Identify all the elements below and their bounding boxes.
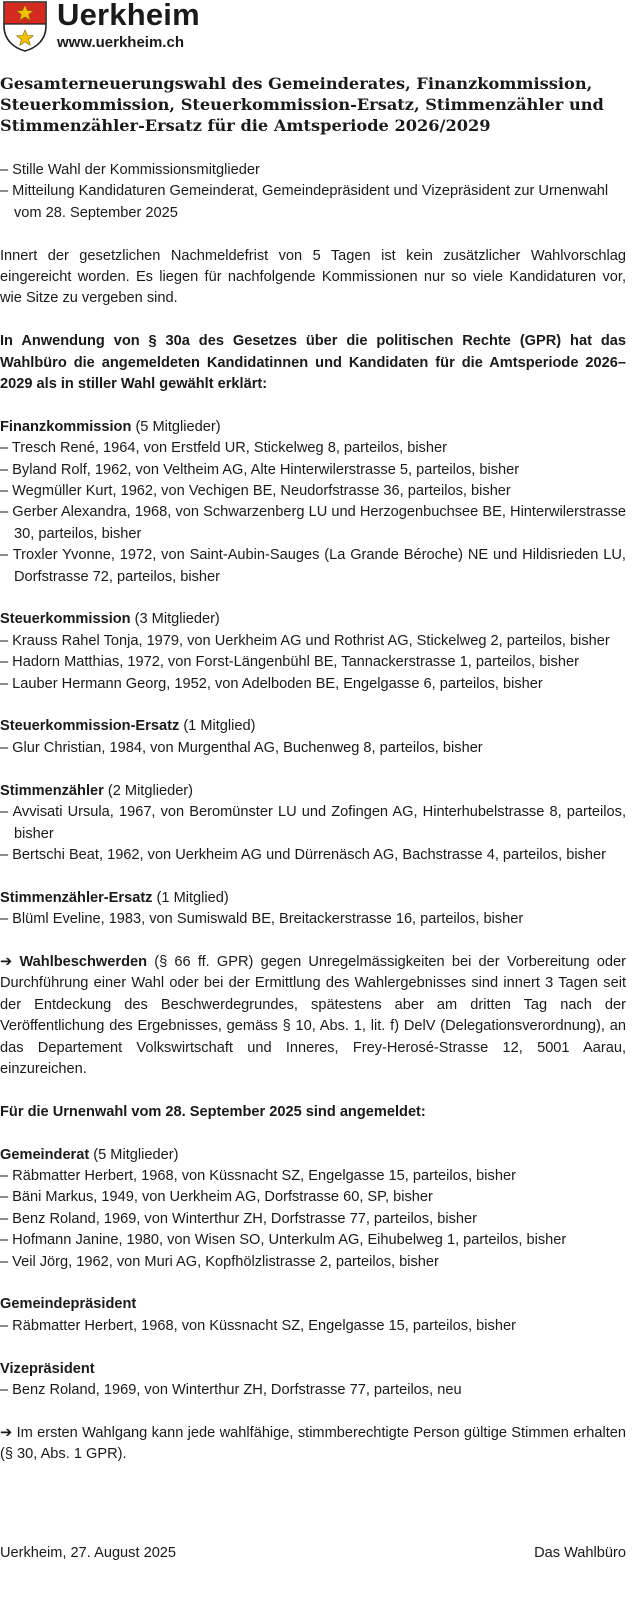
group-heading — [0, 609, 626, 630]
complaint-label: Wahlbeschwerden — [19, 953, 148, 970]
website-link[interactable]: www.uerkheim.ch — [57, 34, 184, 51]
group-name: Gemeinderat — [0, 1146, 90, 1163]
group-heading — [0, 417, 626, 438]
group-heading — [0, 1359, 626, 1380]
member-item: – Tresch René, 1964, von Erstfeld UR, Stickelweg 8, parteilos, bisher — [0, 440, 447, 457]
complaint-paragraph — [0, 952, 626, 1080]
group-count: (1 Mitglied) — [156, 889, 229, 906]
place-date: Uerkheim, 27. August 2025 — [0, 1545, 177, 1561]
group-heading — [0, 1145, 626, 1166]
member-item: – Hadorn Matthias, 1972, von Forst-Längenbühl BE, Tannackerstrasse 1, parteilos, bisher — [0, 654, 579, 671]
member-item: – Krauss Rahel Tonja, 1979, von Uerkheim AG und Rothrist AG, Stickelweg 2, parteilos, bisher — [0, 632, 610, 649]
group-heading — [0, 888, 626, 909]
member-item: – Troxler Yvonne, 1972, von Saint-Aubin-Sauges (La Grande Béroche) NE und Hildisrieden LU, Dorfstrasse 72, parteilos, bisher — [0, 547, 626, 585]
group-name: Steuerkommission — [0, 611, 131, 628]
first-round-note — [0, 1423, 626, 1466]
member-item: – Räbmatter Herbert, 1968, von Küssnacht SZ, Engelgasse 15, parteilos, bisher — [0, 1317, 516, 1334]
member-item: – Hofmann Janine, 1980, von Wisen SO, Unterkulm AG, Eihubelweg 1, parteilos, bisher — [0, 1232, 567, 1249]
member-item: – Glur Christian, 1984, von Murgenthal AG, Buchenweg 8, parteilos, bisher — [0, 739, 483, 756]
member-item: – Blüml Eveline, 1983, von Sumiswald BE, Breitackerstrasse 16, parteilos, bisher — [0, 911, 524, 928]
group-count: (2 Mitglieder) — [107, 782, 194, 799]
member-item: – Wegmüller Kurt, 1962, von Vechigen BE, Neudorfstrasse 36, parteilos, bisher — [0, 483, 511, 500]
document-body — [0, 160, 626, 1466]
coat-of-arms-icon — [2, 0, 48, 52]
intro-item: – Mitteilung Kandidaturen Gemeinderat, Gemeindepräsident und Vizepräsident zur Urnenwahl vom 28. September 2025 — [0, 183, 609, 221]
ballot-election-groups — [0, 1145, 626, 1423]
group-count: (1 Mitglied) — [183, 718, 256, 735]
member-item: – Bäni Markus, 1949, von Uerkheim AG, Dorfstrasse 60, SP, bisher — [0, 1189, 433, 1206]
member-item: – Benz Roland, 1969, von Winterthur ZH, Dorfstrasse 77, parteilos, neu — [0, 1381, 462, 1398]
member-item: – Räbmatter Herbert, 1968, von Küssnacht SZ, Engelgasse 15, parteilos, bisher — [0, 1167, 516, 1184]
complaint-text: (§ 66 ff. GPR) gegen Unregelmässigkeiten bei der Vorbereitung oder Durchführung einer Wahl oder bei der Ermittlung des Wahlergebnisses sind innert 3 Tagen seit der Entdeckung des Beschwerdegrundes, spätestens aber am dritten Tag nach der Veröffentlichung des Ergebnisses, gemäss § 10, Abs. 1, lit. f) DelV (Delegationsverordnung), an das Departement Volkswirtschaft und Inneres, Frey-Herosé-Strasse 12, 5001 Aarau, einzureichen. — [0, 953, 626, 1077]
group-name: Vizepräsident — [0, 1360, 95, 1377]
municipality-name: Uerkheim — [57, 0, 200, 32]
member-item: – Veil Jörg, 1962, von Muri AG, Kopfhölzlistrasse 2, parteilos, bisher — [0, 1253, 439, 1270]
signature: Das Wahlbüro — [534, 1545, 626, 1561]
group-name: Steuerkommission-Ersatz — [0, 718, 180, 735]
arrow-icon: ➔ — [0, 1424, 13, 1441]
footer — [0, 1543, 626, 1564]
group-heading — [0, 781, 626, 802]
declaration-text: In Anwendung von § 30a des Gesetzes über die politischen Rechte (GPR) hat das Wahlbüro die angemeldeten Kandidatinnen und Kandidaten für die Amtsperiode 2026–2029 als in stiller Wahl gewählt erklärt: — [0, 333, 626, 393]
declaration-paragraph — [0, 331, 626, 395]
intro-paragraph: Innert der gesetzlichen Nachmeldefrist von 5 Tagen ist kein zusätzlicher Wahlvorschlag eingereicht worden. Es liegen für nachfolgende Kommissionen nur so viele Kandidaturen vor, wie Sitze zu vergeben sind. — [0, 247, 626, 307]
first-round-text: Im ersten Wahlgang kann jede wahlfähige, stimmberechtigte Person gültige Stimmen erhalten (§ 30, Abs. 1 GPR). — [0, 1424, 626, 1463]
page-title: Gesamterneuerungswahl des Gemeinderates, Finanzkommission, Steuerkommission, Steuerkommission-Ersatz, Stimmenzähler und Stimmenzähler-Ersatz für die Amtsperiode 2026/2029 — [0, 74, 604, 135]
group-heading — [0, 1294, 626, 1315]
arrow-icon: ➔ — [0, 953, 13, 970]
member-item: – Gerber Alexandra, 1968, von Schwarzenberg LU und Herzogenbuchsee BE, Hinterwilerstrasse 30, parteilos, bisher — [0, 504, 626, 542]
intro-item: – Stille Wahl der Kommissionsmitglieder — [0, 162, 260, 178]
silent-election-groups — [0, 417, 626, 952]
member-item: – Avvisati Ursula, 1967, von Beromünster LU und Zofingen AG, Hinterhubelstrasse 8, parteilos, bisher — [0, 804, 626, 842]
member-item: – Bertschi Beat, 1962, von Uerkheim AG und Dürrenäsch AG, Bachstrasse 4, parteilos, bisher — [0, 846, 606, 863]
registered-heading: Für die Urnenwahl vom 28. September 2025 sind angemeldet: — [0, 1103, 426, 1120]
member-item: – Benz Roland, 1969, von Winterthur ZH, Dorfstrasse 77, parteilos, bisher — [0, 1210, 477, 1227]
member-item: – Lauber Hermann Georg, 1952, von Adelboden BE, Engelgasse 6, parteilos, bisher — [0, 675, 543, 692]
group-count: (5 Mitglieder) — [93, 1146, 179, 1163]
member-item: – Byland Rolf, 1962, von Veltheim AG, Alte Hinterwilerstrasse 5, parteilos, bisher — [0, 461, 520, 478]
group-name: Finanzkommission — [0, 418, 132, 435]
group-count: (3 Mitglieder) — [134, 611, 220, 628]
group-name: Gemeindepräsident — [0, 1296, 137, 1313]
group-name: Stimmenzähler — [0, 782, 104, 799]
header — [0, 0, 633, 56]
group-name: Stimmenzähler-Ersatz — [0, 889, 153, 906]
group-count: (5 Mitglieder) — [135, 418, 221, 435]
group-heading — [0, 716, 626, 737]
